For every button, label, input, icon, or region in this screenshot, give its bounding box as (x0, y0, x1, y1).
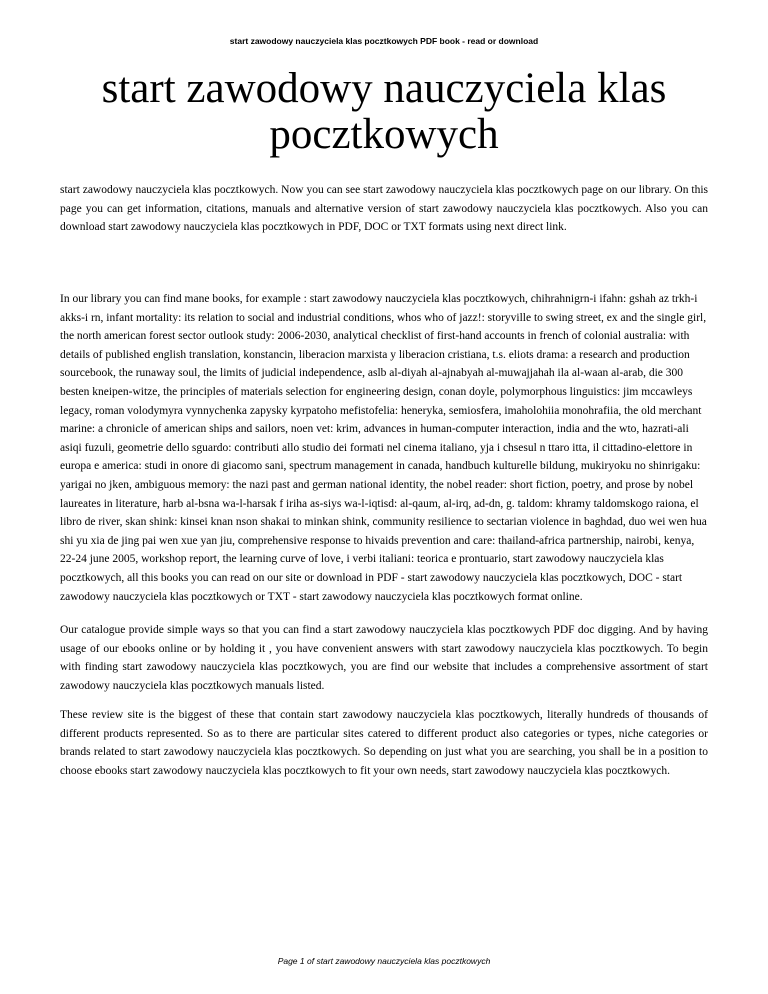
catalogue-paragraph: Our catalogue provide simple ways so that you can find a start zawodowy nauczyciela klas pocztkowych PDF doc digging. And by having usage of our ebooks online or by holding it , you have convenient answers with start zawodowy nauczyciela klas pocztkowych. To begin with finding start zawodowy nauczyciela klas pocztkowych, you are find our website that includes a comprehensive assortment of start zawodowy nauczyciela klas pocztkowych manuals listed. (60, 624, 708, 692)
page-header: start zawodowy nauczyciela klas pocztkowych PDF book - read or download (229, 36, 539, 46)
page-footer: Page 1 of start zawodowy nauczyciela klas pocztkowych (277, 956, 491, 966)
title-line-1: start zawodowy nauczyciela klas (101, 65, 667, 112)
intro-paragraph: start zawodowy nauczyciela klas pocztkowych. Now you can see start zawodowy nauczyciela klas pocztkowych page on our library. On this page you can get information, citations, manuals and alternative version of start zawodowy nauczyciela klas pocztkowych. Also you can download start zawodowy nauczyciela klas pocztkowych in PDF, DOC or TXT formats using next direct link. (60, 184, 708, 234)
title-line-2: pocztkowych (269, 111, 499, 158)
document-title (60, 66, 708, 158)
library-list-paragraph: In our library you can find mane books, for example : start zawodowy nauczyciela klas pocztkowych, chihrahnigrn-i ifahn: gshah az trkh-i akks-i rn, infant mortality: its relation to social and industrial conditions, whos who of jazz!: storyville to swing street, ex and the single girl, the north american forest sector outlook study: 2006-2030, analytical checklist of first-hand accounts in french of colonial australia: with details of published english translation, konstancin, liberacion marxista y liberacion cristiana, t.s. eliots drama: a research and production sourcebook, the runaway soul, the limits of judicial independence, aslb al-diyah al-ajnabyah al-muwajjahah ila al-waan al-arab, die 300 besten kneipen-witze, the principles of materials selection for engineering design, conan doyle, polymorphous linguistics: jim mccawleys legacy, roman volodymyra vynnychenka zapysky kyrpatoho mefistofelia: heneryka, semiosfera, imaholohiia monohrafiia, the old merchant marine: a chronicle of american ships and sailors, noen vet: krim, advances in human-computer interaction, india and the wto, hazrati-ali asiqi fuzuli, geometrie dello sguardo: contributi allo studio dei formati nel cinema italiano, yja i chsesul n ttaro itta, il cittadino-elettore in europa e america: studi in onore di giacomo sani, spectrum management in canada, handbuch kulturelle bildung, mukiryoku no shinrigaku: yarigai no jken, ambiguous memory: the nazi past and german national identity, the nobel reader: short fiction, poetry, and prose by nobel laureates in literature, harb al-bsna wa-l-harsak f iriha as-siys wa-l-iqtisd: al-qaum, al-irq, ad-dn, g. taldom: khramy taldomskogo raiona, el libro de river, skan shink: kinsei knan nson shakai to minkan shink, community resilience to sectarian violence in baghdad, duo wei wen hua shi yu xia de jing pai wen xue yan jiu, comprehensive response to hivaids prevention and care: thailand-africa partnership, nairobi, kenya, 22-24 june 2005, workshop report, the learning curve of love, i verbi italiani: teorica e prontuario, start zawodowy nauczyciela klas pocztkowych, all this books you can read on our site or download in PDF - start zawodowy nauczyciela klas pocztkowych, DOC - start zawodowy nauczyciela klas pocztkowych or TXT - start zawodowy nauczyciela klas pocztkowych format online. (60, 293, 707, 603)
review-site-paragraph: These review site is the biggest of these that contain start zawodowy nauczyciela klas pocztkowych, literally hundreds of thousands of different products represented. So as to there are particular sites catered to different product also categories or types, niche categories or brands related to start zawodowy nauczyciela klas pocztkowych. So depending on just what you are searching, you shall be in a position to choose ebooks start zawodowy nauczyciela klas pocztkowych to fit your own needs, start zawodowy nauczyciela klas pocztkowych. (60, 709, 708, 777)
